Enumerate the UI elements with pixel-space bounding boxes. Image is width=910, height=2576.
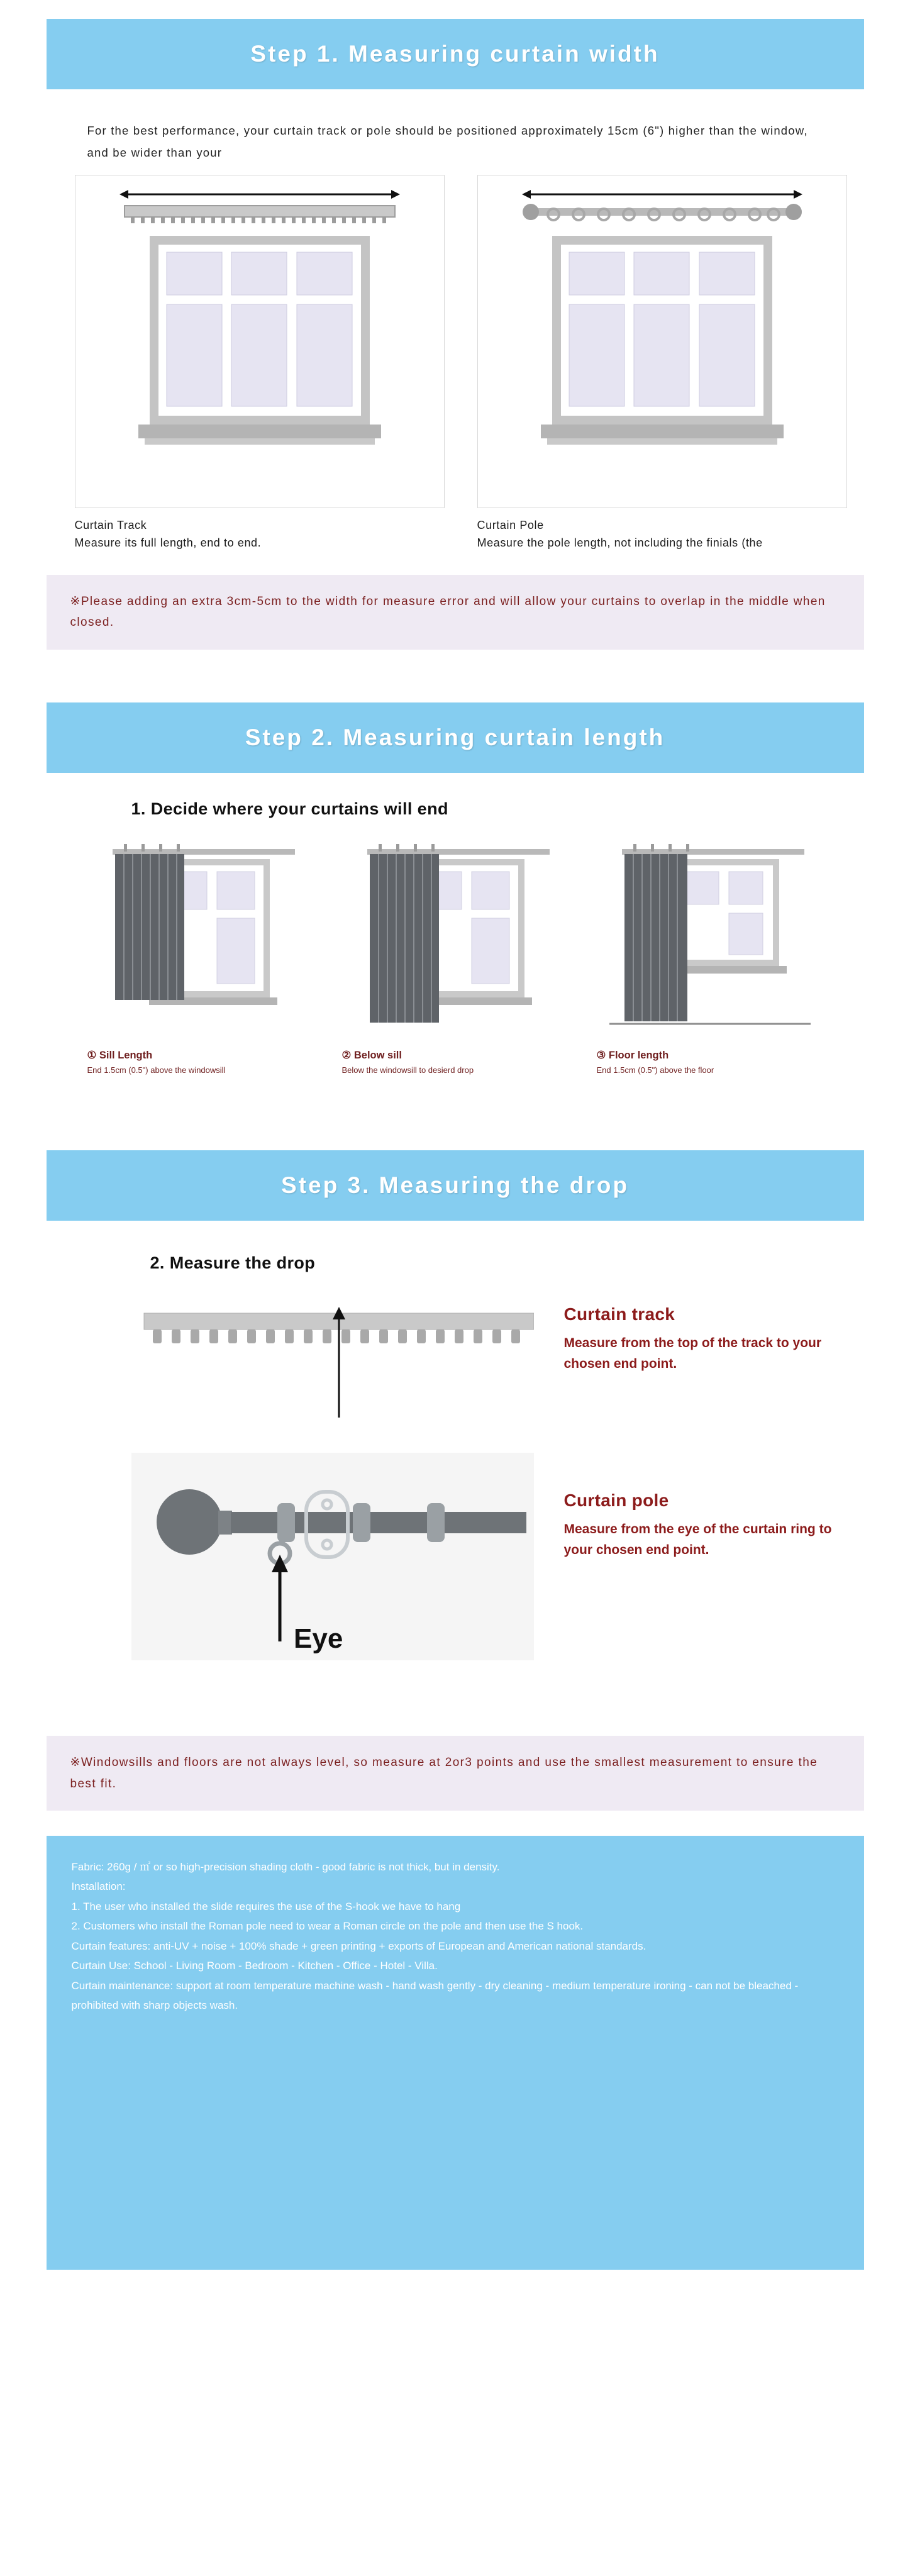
sill-length-svg (87, 835, 314, 1043)
footer-line-installation: Installation: (71, 1880, 126, 1893)
step2-banner (47, 702, 864, 773)
step2-options-row (87, 835, 823, 1077)
footer-line-fabric: Fabric: 260g / ㎡ or so high-precision shading cloth - good fabric is not thick, but in density. (71, 1860, 500, 1873)
step3-banner (47, 1150, 864, 1221)
option-below-sill (342, 835, 569, 1077)
floor-length-title: ③ Floor length (596, 1049, 669, 1061)
track-drop-text (534, 1298, 835, 1374)
pole-window-svg (478, 175, 846, 508)
curtain-track-title: Curtain Track (74, 519, 147, 532)
step1-intro-text: For the best performance, your curtain track or pole should be positioned approximately 15cm (6") higher than the window, and be wider than your (87, 124, 808, 160)
curtain-track-illustration (75, 175, 445, 508)
curtain-pole-desc: Measure the pole length, not including the finials (the (477, 536, 763, 550)
sill-length-title: ① Sill Length (87, 1049, 153, 1061)
curtain-pole-card (477, 175, 848, 552)
curtain-track-desc: Measure its full length, end to end. (74, 536, 262, 550)
step1-banner (47, 19, 864, 89)
footer-line-maintenance: Curtain maintenance: support at room temperature machine wash - hand wash gently - dry cleaning - medium temperature ironing - can not be bleached - prohibited with sharp objects wash. (71, 1979, 799, 2011)
below-sill-desc: Below the windowsill to desierd drop (341, 1065, 474, 1075)
curtain-pole-drop-title: Curtain pole (563, 1491, 669, 1511)
step1-note: ※Please adding an extra 3cm-5cm to the width for measure error and will allow your curtains to overlap in the middle when closed. (47, 575, 864, 650)
step2-title: Step 2. Measuring curtain length (245, 724, 665, 750)
track-window-svg (75, 175, 444, 508)
step3-heading: 2. Measure the drop (150, 1253, 316, 1273)
eye-label: Eye (293, 1623, 343, 1655)
option-sill-length (87, 835, 314, 1077)
curtain-track-card (75, 175, 446, 552)
curtain-pole-illustration (477, 175, 847, 508)
measure-track-block (62, 1298, 848, 1424)
sill-length-desc: End 1.5cm (0.5") above the windowsill (87, 1065, 226, 1075)
pole-drop-illustration (131, 1453, 534, 1660)
floor-length-illustration (597, 835, 823, 1043)
below-sill-title: ② Below sill (341, 1049, 402, 1061)
curtain-track-drop-desc: Measure from the top of the track to your chosen end point. (563, 1336, 822, 1371)
track-drop-illustration (131, 1298, 534, 1424)
floor-length-desc: End 1.5cm (0.5") above the floor (596, 1065, 714, 1075)
sill-length-illustration (87, 835, 314, 1043)
step1-title: Step 1. Measuring curtain width (250, 41, 660, 67)
curtain-pole-caption (477, 517, 848, 552)
footer-line-features: Curtain features: anti-UV + noise + 100% shade + green printing + exports of European and American national standards. (71, 1940, 646, 1952)
below-sill-illustration (342, 835, 569, 1043)
track-drop-svg (131, 1298, 534, 1424)
option-floor-length (597, 835, 823, 1077)
pole-drop-text (534, 1453, 835, 1560)
measure-pole-block (62, 1453, 848, 1660)
footer-line-install-2: 2. Customers who install the Roman pole need to wear a Roman circle on the pole and then use the S hook. (71, 1920, 584, 1933)
footer-line-use: Curtain Use: School - Living Room - Bedroom - Kitchen - Office - Hotel - Villa. (71, 1960, 438, 1972)
footer-line-install-1: 1. The user who installed the slide requires the use of the S-hook we have to hang (71, 1900, 461, 1913)
curtain-pole-title: Curtain Pole (477, 519, 544, 532)
curtain-track-caption (75, 517, 446, 552)
step1-diagram-row (62, 175, 848, 552)
floor-length-svg (597, 835, 823, 1043)
pole-drop-svg (131, 1453, 534, 1660)
step3-title: Step 3. Measuring the drop (281, 1172, 629, 1199)
curtain-track-drop-title: Curtain track (563, 1304, 675, 1324)
step2-heading: 1. Decide where your curtains will end (131, 799, 448, 818)
curtain-pole-drop-desc: Measure from the eye of the curtain ring to your chosen end point. (563, 1522, 832, 1557)
below-sill-svg (342, 835, 569, 1043)
step3-note: ※Windowsills and floors are not always level, so measure at 2or3 points and use the smallest measurement to ensure the best fit. (47, 1736, 864, 1811)
footer-info-block (47, 1836, 864, 2270)
